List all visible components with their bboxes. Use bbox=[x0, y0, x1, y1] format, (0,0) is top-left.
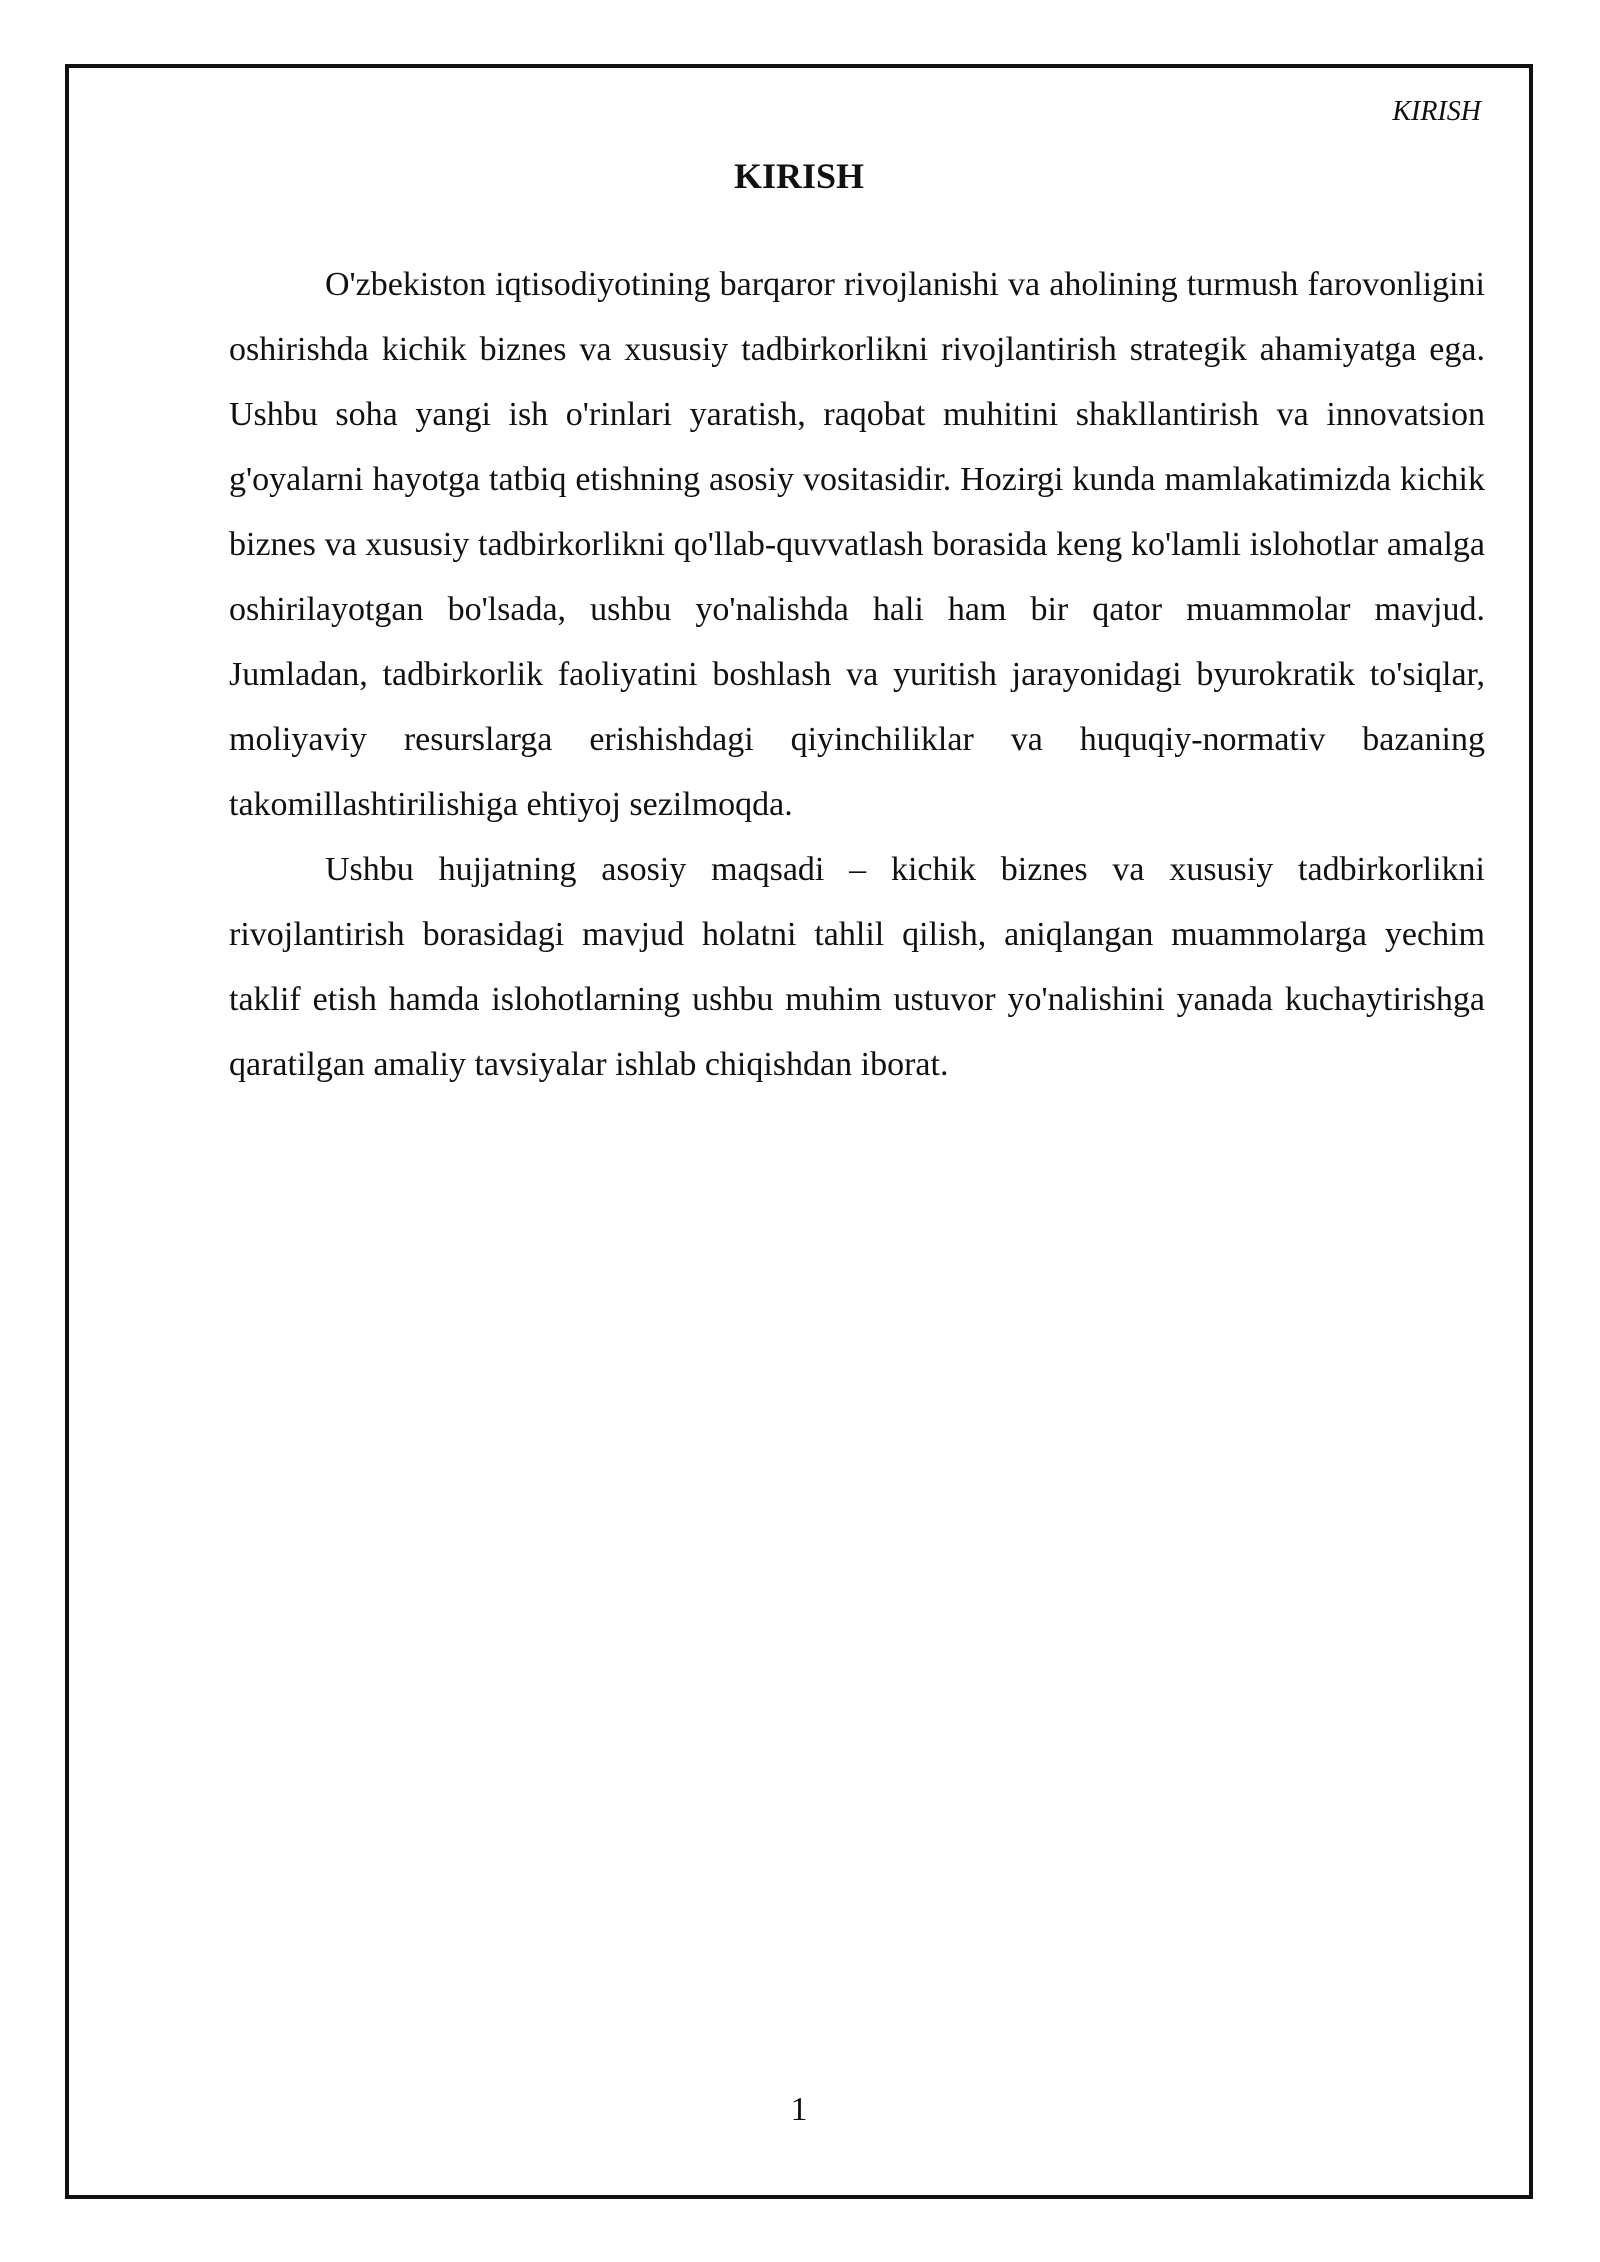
paragraph-2: Ushbu hujjatning asosiy maqsadi – kichik biznes va xususiy tadbirkorlikni rivojlantirish borasidagi mavjud holatni tahlil qilish, aniqlangan muammolarga yechim taklif etish hamda islohotlarning ushbu muhim ustuvor yo'nalishini yanada kuchaytirishga qaratilgan amaliy tavsiyalar ishlab chiqishdan iborat. bbox=[229, 851, 1485, 1083]
document-title: KIRISH bbox=[733, 156, 865, 196]
page-number: 1 bbox=[790, 2091, 808, 2128]
document-body bbox=[229, 252, 1485, 1097]
page-frame bbox=[65, 64, 1533, 2199]
running-header: KIRISH bbox=[1392, 96, 1481, 127]
paragraph-1: O'zbekiston iqtisodiyotining barqaror rivojlanishi va aholining turmush farovonligini oshirishda kichik biznes va xususiy tadbirkorlikni rivojlantirish strategik ahamiyatga ega. Ushbu soha yangi ish o'rinlari yaratish, raqobat muhitini shakllantirish va innovatsion g'oyalarni hayotga tatbiq etishning asosiy vositasidir. Hozirgi kunda mamlakatimizda kichik biznes va xususiy tadbirkorlikni qo'llab-quvvatlash borasida keng ko'lamli islohotlar amalga oshirilayotgan bo'lsada, ushbu yo'nalishda hali ham bir qator muammolar mavjud. Jumladan, tadbirkorlik faoliyatini boshlash va yuritish jarayonidagi byurokratik to'siqlar, moliyaviy resurslarga erishishdagi qiyinchiliklar va huquqiy-normativ bazaning takomillashtirilishiga ehtiyoj sezilmoqda. bbox=[229, 266, 1485, 823]
